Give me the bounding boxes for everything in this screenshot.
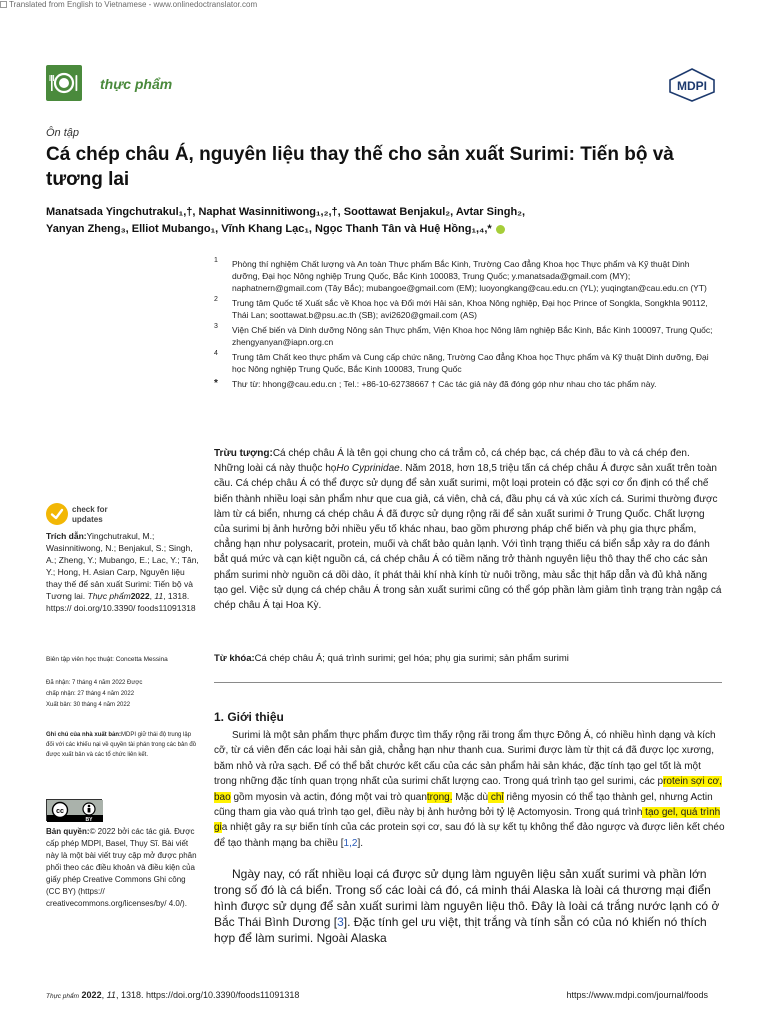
check-for-updates-button[interactable] xyxy=(46,503,146,527)
abstract xyxy=(214,446,722,613)
correspondence-text: Thư từ: hhong@cau.edu.cn ; Tel.: +86-10-62738667 † Các tác giả này đã đóng góp như nhau cho tác phẩm này. xyxy=(232,379,657,389)
introduction-paragraph-2 xyxy=(214,866,726,946)
check-updates-line1: check for xyxy=(72,505,108,514)
affiliation-item xyxy=(214,324,714,348)
intro-text: ]. xyxy=(357,837,364,849)
date-published: Xuất bản: 30 tháng 4 năm 2022 xyxy=(46,702,131,708)
intro-text: gồm myosin và actin, đóng một vai trò quan xyxy=(230,791,427,803)
mdpi-logo[interactable] xyxy=(664,68,720,102)
footer-doi[interactable]: , 1318. https://doi.org/10.3390/foods11091318 xyxy=(115,990,300,1000)
translation-banner-text: Translated from English to Vietnamese - www.onlinedoctranslator.com xyxy=(9,0,258,9)
citation-doi[interactable]: , 1318. https:// doi.org/10.3390/ foods11091318 xyxy=(46,591,196,613)
intro-text: Mặc dù xyxy=(452,791,489,803)
abstract-family-name: Ho Cyprinidae xyxy=(336,463,400,475)
highlighted-text: chỉ xyxy=(488,791,504,803)
introduction-paragraph-1 xyxy=(214,728,726,851)
citation-journal: Thực phẩm xyxy=(87,591,131,601)
reference-link[interactable]: 1,2 xyxy=(343,837,358,849)
authors-line-2-text: Yanyan Zheng₃, Elliot Mubango₁, Vĩnh Khang Lạc₁, Ngọc Thanh Tân và Huệ Hồng₁,₄,* xyxy=(46,223,492,235)
affiliation-item xyxy=(214,351,714,375)
citation-text: Yingchutrakul, M.; Wasinnitiwong, N.; Benjakul, S.; Singh, A.; Zheng, Y.; Mubango, E.; Lac, Y.; Tân, Y.; Hong, H. Asian Carp, Nguyên liệu thay thế để sản xuất Surimi: Tiến bộ và Tương lai. xyxy=(46,531,199,601)
publisher-note-text: MDPI giữ thái độ trung lập đối với các khiếu nại về quyền tài phán trong các bản đồ được xuất bản và các tổ chức liên kết. xyxy=(46,732,197,758)
cc-by-badge[interactable] xyxy=(46,799,102,821)
affiliation-number: 4 xyxy=(214,350,218,357)
translation-banner[interactable] xyxy=(0,0,257,10)
author-list xyxy=(46,204,686,238)
affiliation-item xyxy=(214,297,714,321)
section-divider xyxy=(214,682,722,683)
abstract-text-part2: . Năm 2018, hơn 18,5 triệu tấn cá chép châu Á được sản xuất trên toàn cầu. Cá chép châu Á có thể được sử dụng để sản xuất surimi, một loại protein có đặc sợi cơ ổn định có thể chế biến thành nhiều loại sản phẩm như que cua giả, cá viên, chả cá, đầu phụ cá và xúc xích cá. Surimi thường được làm từ cá biển, nhưng cá chép châu Á đã được sử dụng rộng rãi để sản xuất surimi ở Trung Quốc. Chất lượng của surimi bị ảnh hưởng bởi nhiều yếu tố khác nhau, bao gồm phương pháp chế biến và phụ gia thực phẩm, chẳng hạn như polysacarit, protein, muối và chất bảo quản lạnh. Với tình trạng thiếu cá biển sắp xảy ra do đánh bắt quá mức và cạn kiệt nguồn cá, cá chép châu Á có tiềm năng trở thành nguyên liệu thô thay thế cho các sản phẩm surimi nhờ nguồn cá dồi dào, ít phát thải khí nhà kính từ nuôi trồng, màu sắc thịt hấp dẫn và đủ khả năng tạo gel. Việc sử dụng cá chép châu Á trong sản xuất surimi cũng có thể góp phần làm giảm tình trạng tràn ngập cá chép châu Á tại Hoa Kỳ. xyxy=(214,463,722,612)
abstract-text-part1: Cá chép châu Á là tên gọi chung cho cá trắm cỏ, cá chép bạc, cá chép đầu to và cá chép đen. Những loài cá này thuộc họ xyxy=(214,448,690,475)
svg-text:BY: BY xyxy=(85,817,93,822)
publisher-note-label: Ghi chú của nhà xuất bản: xyxy=(46,732,122,738)
footer-year: 2022 xyxy=(81,990,102,1000)
affiliation-number: 2 xyxy=(214,296,218,303)
copyright-notice xyxy=(46,826,200,910)
reference-link[interactable]: 3 xyxy=(337,915,344,929)
intro-text: Ngày nay, có rất nhiều loại cá được sử dụng làm nguyên liệu sản xuất surimi và phần lớn trong số đó là cá biển. Trong số các loài cá đó, cá minh thái Alaska là loài cá thương mại điển hình được sử dụng để sản xuất surimi làm nguyên liệu thô. Đây là loài cá trắng nước lạnh có ở Bắc Thái Bình Dương [ xyxy=(214,867,720,929)
translate-icon xyxy=(0,1,7,8)
affiliation-text: Phòng thí nghiệm Chất lượng và An toàn Thực phẩm Bắc Kinh, Trường Cao đẳng Khoa học Thực phẩm và Kỹ thuật Dinh dưỡng, Đại học Nông nghiệp Trung Quốc, Bắc Kinh 100083, Trung Quốc; y.manatsada@gmail.com (MY); naphatnern@gmail.com (Tây Bắc); mubangoe@gmail.com (EM); luoyongkang@cau.edu.cn (YL); yuqingtan@cau.edu.cn (YT) xyxy=(232,259,707,293)
authors-line-1: Manatsada Yingchutrakul₁,†, Naphat Wasinnitiwong₁,₂,†, Soottawat Benjakul₂, Avtar Singh₂, xyxy=(46,206,526,218)
svg-text:cc: cc xyxy=(56,808,64,815)
copyright-text: © 2022 bởi các tác giả. Được cấp phép MDPI, Basel, Thụy Sĩ. Bài viết này là một bài viết truy cập mở được phân phối theo các điều khoản và điều kiện của giấy phép Creative Commons Ghi công (CC BY) (https:// creativecommons.org/licenses/by/ 4.0/). xyxy=(46,827,197,908)
svg-text:MDPI: MDPI xyxy=(677,79,707,93)
check-updates-label xyxy=(72,505,108,525)
keywords-text: Cá chép châu Á; quá trình surimi; gel hóa; phụ gia surimi; sản phẩm surimi xyxy=(254,653,569,664)
footer-citation: Thực phẩm 2022, 11, 1318. https://doi.org/10.3390/foods11091318 xyxy=(46,990,300,1000)
publisher-note xyxy=(46,730,200,760)
affiliation-item xyxy=(214,258,714,294)
highlighted-text: trọng. xyxy=(426,791,453,803)
keywords xyxy=(214,652,722,666)
affiliation-number: 1 xyxy=(214,257,218,264)
affiliations xyxy=(214,258,714,393)
paper-title: Cá chép châu Á, nguyên liệu thay thế cho sản xuất Surimi: Tiến bộ và tương lai xyxy=(46,144,674,190)
date-received: Đã nhận: 7 tháng 4 năm 2022 Được xyxy=(46,680,143,686)
highlighted-text: tạo gel, quá trình gi xyxy=(214,807,721,834)
publication-dates xyxy=(46,678,200,711)
keywords-label: Từ khóa: xyxy=(214,653,255,664)
intro-text: riêng myosin có thể tạo thành gel, nhưng Actin cũng tham gia vào quá trình tạo gel, điều này bị ảnh hưởng bởi tỷ lệ Actomyosin. Trong quá trình xyxy=(214,791,713,819)
affiliation-number: * xyxy=(214,378,218,389)
affiliation-number: 3 xyxy=(214,323,218,330)
citation-volume: 11 xyxy=(154,591,164,601)
check-updates-line2: updates xyxy=(72,515,103,524)
food-plate-icon xyxy=(46,65,82,101)
citation-year: 2022 xyxy=(130,591,150,601)
footer-volume: 11 xyxy=(106,990,116,1000)
article-type: Ôn tập xyxy=(46,127,80,139)
check-updates-icon xyxy=(46,503,68,525)
citation-label: Trích dẫn: xyxy=(46,531,87,541)
orcid-icon[interactable] xyxy=(496,225,505,234)
footer-journal-url[interactable]: https://www.mdpi.com/journal/foods xyxy=(566,990,708,1000)
academic-editor: Biên tập viên học thuật: Concetta Messina xyxy=(46,656,168,663)
journal-name[interactable]: thực phẩm xyxy=(100,76,173,92)
authors-line-2 xyxy=(46,221,686,238)
intro-text: a nhiệt gây ra sự biến tính của các protein sợi cơ, sau đó là sự kết tụ không thể đảo ngược và được liên kết chéo để tạo thành mạng ba chiều [ xyxy=(214,822,725,849)
affiliation-text: Trung tâm Quốc tế Xuất sắc về Khoa học và Đổi mới Hải sản, Khoa Nông nghiệp, Đại học Prince of Songkla, Songkhla 90112, Thái Lan; soottawat.b@psu.ac.th (SB); avi2620@gmail.com (AS) xyxy=(232,298,708,320)
correspondence-item xyxy=(214,378,714,390)
date-accepted: chấp nhận: 27 tháng 4 năm 2022 xyxy=(46,691,135,697)
affiliation-text: Trung tâm Chất keo thực phẩm và Cung cấp chức năng, Trường Cao đẳng Khoa học Thực phẩm và Kỹ thuật Dinh dưỡng, Đại học Nông nghiệp Trung Quốc, Bắc Kinh 100083, Trung Quốc xyxy=(232,352,709,374)
footer-journal: Thực phẩm xyxy=(46,993,80,1000)
section-heading-introduction: 1. Giới thiệu xyxy=(214,710,284,724)
intro-text: ]. Đặc tính gel ưu việt, thịt trắng và tính sẵn có của nó khiến nó thích hợp để làm surimi. Ngoài Alaska xyxy=(214,915,707,945)
citation-block: Trích dẫn:Yingchutrakul, M.; Wasinnitiwong, N.; Benjakul, S.; Singh, A.; Zheng, Y.; Mubango, E.; Lac, Y.; Tân, Y.; Hong, H. Asian Carp, Nguyên liệu thay thế để sản xuất Surimi: Tiến bộ và Tương lai. Thực phẩm2022, 11, 1318. https:// doi.org/10.3390/ foods11091318 xyxy=(46,531,199,613)
abstract-label: Trừu tượng: xyxy=(214,448,273,459)
copyright-label: Bản quyền: xyxy=(46,827,90,836)
highlighted-text: rotein sợi cơ, bao xyxy=(214,776,722,803)
intro-text: Surimi là một sản phẩm thực phẩm được tìm thấy rộng rãi trong ẩm thực Đông Á, có nhiều hình dạng và kích cỡ, từ cá viên đến các loại hải sản giả, chẳng hạn như thanh cua. Surimi được làm từ thịt cá đã được lọc xương, băm nhỏ và rửa sạch. Để có thể bắt chước kết cấu của các sản phẩm hải sản khác, đặc tính tạo gel tốt là một trong những đặc tính quan trọng nhất của surimi chất lượng cao. Trong quá trình tạo gel surimi, các p xyxy=(214,730,716,788)
affiliation-text: Viện Chế biến và Dinh dưỡng Nông sản Thực phẩm, Viện Khoa học Nông lâm nghiệp Bắc Kinh, Bắc Kinh 100097, Trung Quốc; zhengyanyan@iapn.org.cn xyxy=(232,325,713,347)
